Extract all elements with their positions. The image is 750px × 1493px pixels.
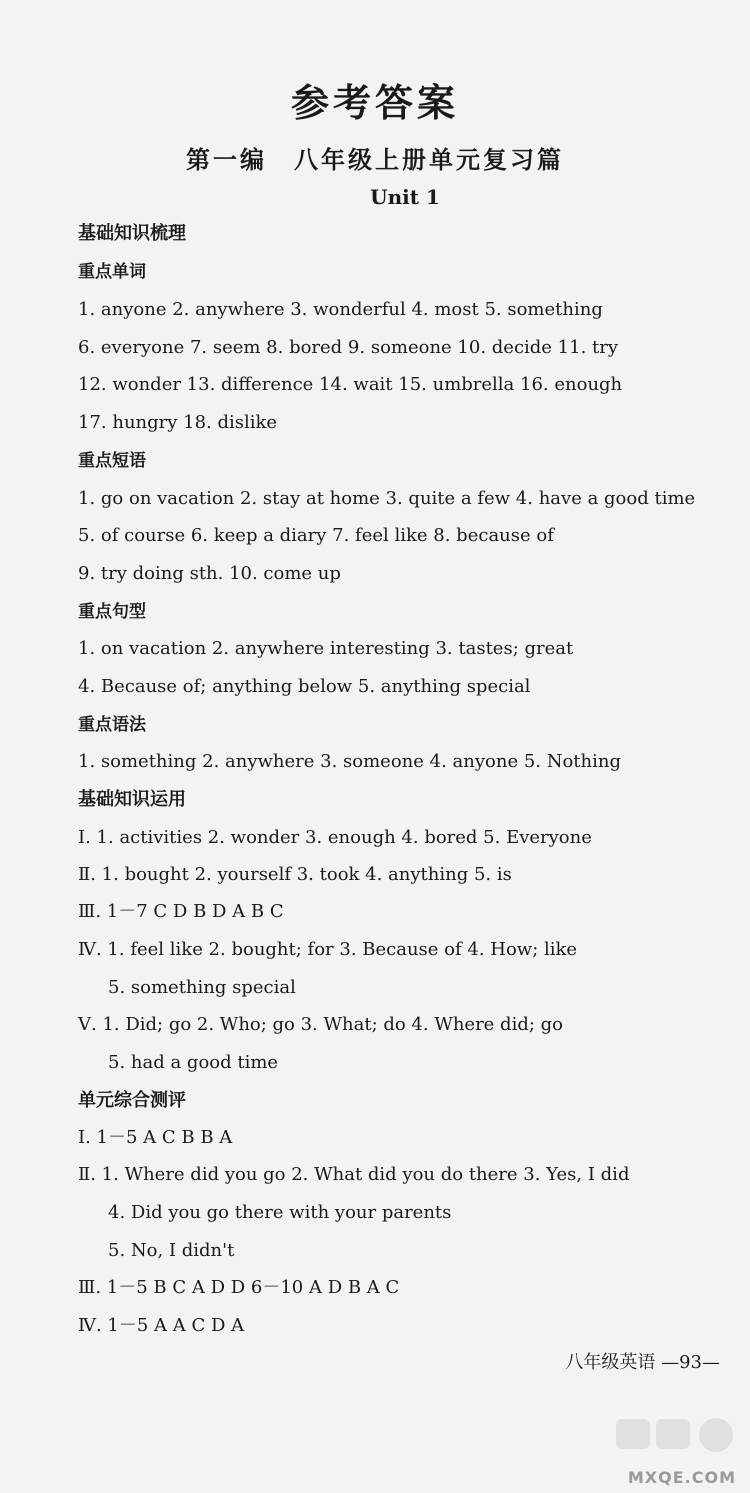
answer-line: Ⅱ. 1. bought 2. yourself 3. took 4. anything 5. is <box>78 864 512 885</box>
answer-line: Ⅲ. 1－7 C D B D A B C <box>78 901 284 922</box>
part-subtitle: 第一编 八年级上册单元复习篇 <box>186 145 564 174</box>
answer-line: Ⅲ. 1－5 B C A D D 6－10 A D B A C <box>78 1277 400 1298</box>
answer-line: 5. No, I didn't <box>108 1240 235 1261</box>
answer-line: Ⅴ. 1. Did; go 2. Who; go 3. What; do 4. Where did; go <box>78 1014 563 1035</box>
answer-line: Ⅳ. 1. feel like 2. bought; for 3. Because of 4. How; like <box>78 939 578 960</box>
answer-line: 1. go on vacation 2. stay at home 3. quite a few 4. have a good time <box>78 488 696 509</box>
subsection-heading: 重点语法 <box>78 715 146 735</box>
answer-line: 5. had a good time <box>108 1052 279 1073</box>
answer-line: 1. something 2. anywhere 3. someone 4. anyone 5. Nothing <box>78 751 621 772</box>
answer-line: 6. everyone 7. seem 8. bored 9. someone 10. decide 11. try <box>78 337 619 358</box>
answer-line: 1. anyone 2. anywhere 3. wonderful 4. most 5. something <box>78 299 603 320</box>
answer-line: 1. on vacation 2. anywhere interesting 3. tastes; great <box>78 638 574 659</box>
unit-heading: Unit 1 <box>370 185 440 209</box>
answer-line: 9. try doing sth. 10. come up <box>78 563 341 584</box>
subsection-heading: 重点句型 <box>78 602 146 622</box>
answer-line: 4. Did you go there with your parents <box>108 1202 452 1223</box>
page-footer: 八年级英语 —93— <box>565 1352 720 1373</box>
answer-line: 5. of course 6. keep a diary 7. feel like 8. because of <box>78 525 554 546</box>
answer-line: 12. wonder 13. difference 14. wait 15. umbrella 16. enough <box>78 374 623 395</box>
section-heading: 单元综合测评 <box>78 1090 186 1111</box>
answer-line: Ⅰ. 1. activities 2. wonder 3. enough 4. bored 5. Everyone <box>78 827 592 848</box>
watermark-text: MXQE.COM <box>627 1468 736 1487</box>
answer-line: Ⅱ. 1. Where did you go 2. What did you do there 3. Yes, I did <box>78 1164 630 1185</box>
answer-line: 4. Because of; anything below 5. anything special <box>78 676 531 697</box>
subsection-heading: 重点短语 <box>78 451 146 471</box>
page-title: 参考答案 <box>290 80 459 125</box>
answer-line: Ⅳ. 1－5 A A C D A <box>78 1315 245 1336</box>
section-heading: 基础知识运用 <box>78 789 186 810</box>
answer-line: 17. hungry 18. dislike <box>78 412 278 433</box>
subsection-heading: 重点单词 <box>78 262 146 282</box>
answer-line: 5. something special <box>108 977 296 998</box>
section-heading: 基础知识梳理 <box>78 223 186 244</box>
answer-line: Ⅰ. 1－5 A C B B A <box>78 1127 233 1148</box>
